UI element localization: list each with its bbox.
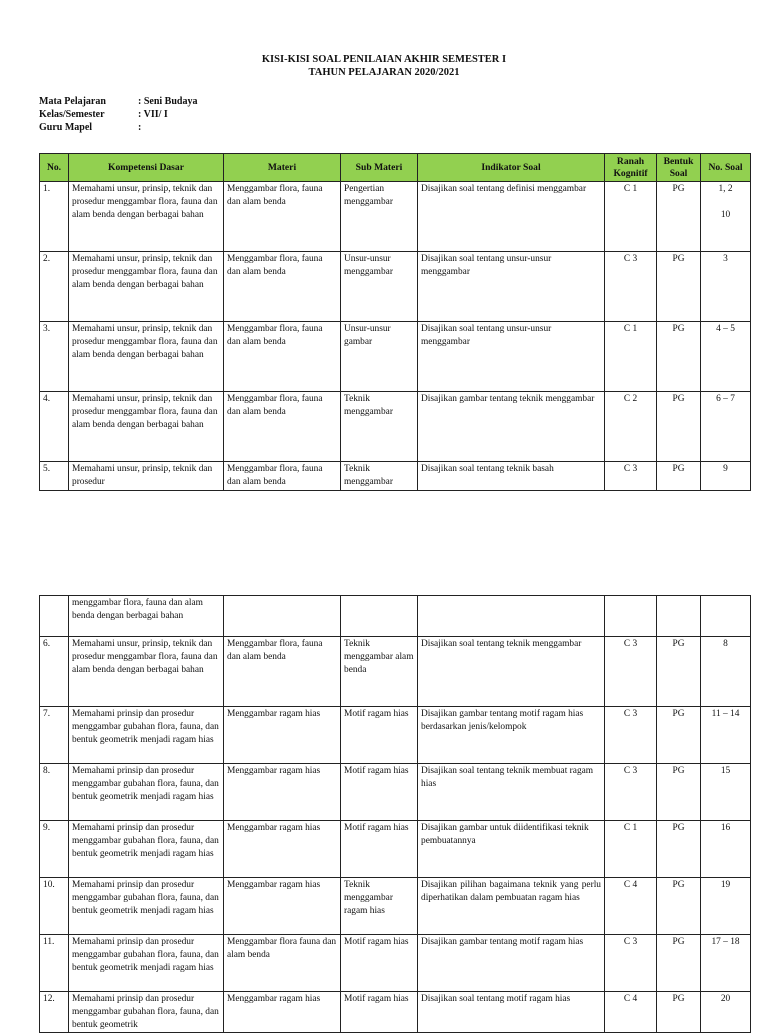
cell-ranah: C 3 — [605, 252, 657, 322]
cell-indikator: Disajikan soal tentang definisi menggambar — [418, 182, 605, 252]
cell-bentuk: PG — [657, 252, 701, 322]
cell-no-soal: 15 — [701, 764, 751, 821]
meta-row-subject — [39, 95, 197, 108]
cell-no: 2. — [40, 252, 69, 322]
meta-label: Kelas/Semester — [39, 109, 105, 120]
cell-kd: Memahami prinsip dan prosedur menggambar gubahan flora, fauna, dan bentuk geometrik menjadi ragam hias — [69, 821, 224, 878]
cell-indikator: Disajikan gambar tentang motif ragam hias berdasarkan jenis/kelompok — [418, 707, 605, 764]
cell-no: 4. — [40, 392, 69, 462]
cell-no: 1. — [40, 182, 69, 252]
cell-no: 10. — [40, 878, 69, 935]
cell-no: 6. — [40, 637, 69, 707]
cell-indikator: Disajikan gambar untuk diidentifikasi teknik pembuatannya — [418, 821, 605, 878]
cell-no-soal: 8 — [701, 637, 751, 707]
cell-no-soal: 9 — [701, 462, 751, 491]
cell-no: 9. — [40, 821, 69, 878]
cell-bentuk: PG — [657, 707, 701, 764]
table-row — [40, 764, 751, 821]
cell-materi: Menggambar ragam hias — [224, 764, 341, 821]
cell-bentuk — [657, 596, 701, 637]
cell-sub: Teknik menggambar — [341, 462, 418, 491]
cell-no-soal: 19 — [701, 878, 751, 935]
cell-bentuk: PG — [657, 462, 701, 491]
cell-kd: Memahami unsur, prinsip, teknik dan prosedur menggambar flora, fauna dan alam benda dengan berbagai bahan — [69, 252, 224, 322]
cell-bentuk: PG — [657, 182, 701, 252]
cell-bentuk: PG — [657, 764, 701, 821]
cell-indikator: Disajikan soal tentang unsur-unsur menggambar — [418, 252, 605, 322]
cell-ranah: C 3 — [605, 935, 657, 992]
cell-ranah: C 4 — [605, 992, 657, 1033]
header-ranah: Ranah Kognitif — [605, 154, 657, 182]
cell-ranah — [605, 596, 657, 637]
cell-ranah: C 3 — [605, 462, 657, 491]
cell-indikator: Disajikan soal tentang teknik basah — [418, 462, 605, 491]
cell-sub: Motif ragam hias — [341, 707, 418, 764]
cell-no — [40, 596, 69, 637]
cell-indikator: Disajikan soal tentang motif ragam hias — [418, 992, 605, 1033]
cell-materi: Menggambar ragam hias — [224, 821, 341, 878]
cell-ranah: C 3 — [605, 637, 657, 707]
cell-sub: Unsur-unsur menggambar — [341, 252, 418, 322]
meta-row-teacher — [39, 121, 197, 134]
grid-table-page1 — [39, 153, 751, 491]
meta-row-class — [39, 108, 197, 121]
cell-no-soal — [701, 596, 751, 637]
cell-kd: Memahami prinsip dan prosedur menggambar gubahan flora, fauna, dan bentuk geometrik menjadi ragam hias — [69, 707, 224, 764]
cell-sub: Teknik menggambar — [341, 392, 418, 462]
cell-kd: Memahami unsur, prinsip, teknik dan prosedur menggambar flora, fauna dan alam benda dengan berbagai bahan — [69, 637, 224, 707]
cell-indikator: Disajikan soal tentang teknik membuat ragam hias — [418, 764, 605, 821]
table-row — [40, 707, 751, 764]
cell-kd: Memahami unsur, prinsip, teknik dan prosedur menggambar flora, fauna dan alam benda dengan berbagai bahan — [69, 322, 224, 392]
document-meta — [39, 95, 197, 134]
cell-no-soal: 20 — [701, 992, 751, 1033]
cell-kd: Memahami unsur, prinsip, teknik dan prosedur — [69, 462, 224, 491]
cell-materi: Menggambar flora, fauna dan alam benda — [224, 252, 341, 322]
cell-materi: Menggambar flora, fauna dan alam benda — [224, 637, 341, 707]
table-row — [40, 821, 751, 878]
cell-indikator: Disajikan pilihan bagaimana teknik yang perlu diperhatikan dalam pembuatan ragam hias — [418, 878, 605, 935]
cell-no: 12. — [40, 992, 69, 1033]
cell-ranah: C 4 — [605, 878, 657, 935]
header-no: No. — [40, 154, 69, 182]
cell-materi: Menggambar ragam hias — [224, 707, 341, 764]
grid-table-page2 — [39, 595, 751, 1033]
cell-materi — [224, 596, 341, 637]
meta-label: Guru Mapel — [39, 122, 93, 133]
header-sub-materi: Sub Materi — [341, 154, 418, 182]
meta-value: : Seni Budaya — [138, 96, 198, 107]
cell-bentuk: PG — [657, 322, 701, 392]
no-soal-value-2: 10 — [720, 210, 731, 220]
cell-ranah: C 1 — [605, 322, 657, 392]
cell-materi: Menggambar flora, fauna dan alam benda — [224, 182, 341, 252]
cell-no: 5. — [40, 462, 69, 491]
cell-no-soal: 4 – 5 — [701, 322, 751, 392]
header-kompetensi: Kompetensi Dasar — [69, 154, 224, 182]
cell-materi: Menggambar flora, fauna dan alam benda — [224, 322, 341, 392]
table-row — [40, 252, 751, 322]
header-no-soal: No. Soal — [701, 154, 751, 182]
cell-sub: Motif ragam hias — [341, 764, 418, 821]
cell-kd: Memahami prinsip dan prosedur menggambar gubahan flora, fauna, dan bentuk geometrik — [69, 992, 224, 1033]
document-subtitle: TAHUN PELAJARAN 2020/2021 — [308, 67, 460, 78]
header-materi: Materi — [224, 154, 341, 182]
cell-materi: Menggambar flora fauna dan alam benda — [224, 935, 341, 992]
cell-sub: Teknik menggambar ragam hias — [341, 878, 418, 935]
meta-value: : VII/ I — [138, 109, 168, 120]
cell-bentuk: PG — [657, 392, 701, 462]
cell-materi: Menggambar flora, fauna dan alam benda — [224, 462, 341, 491]
cell-sub: Motif ragam hias — [341, 821, 418, 878]
cell-no: 11. — [40, 935, 69, 992]
cell-materi: Menggambar ragam hias — [224, 878, 341, 935]
header-bentuk: Bentuk Soal — [657, 154, 701, 182]
cell-indikator: Disajikan soal tentang unsur-unsur menggambar — [418, 322, 605, 392]
cell-ranah: C 2 — [605, 392, 657, 462]
cell-indikator — [418, 596, 605, 637]
cell-sub — [341, 596, 418, 637]
cell-ranah: C 3 — [605, 707, 657, 764]
cell-no: 3. — [40, 322, 69, 392]
cell-kd: Memahami unsur, prinsip, teknik dan prosedur menggambar flora, fauna dan alam benda dengan berbagai bahan — [69, 182, 224, 252]
table-header-row — [40, 154, 751, 182]
table-row — [40, 935, 751, 992]
cell-sub: Teknik menggambar alam benda — [341, 637, 418, 707]
table-row — [40, 878, 751, 935]
cell-sub: Motif ragam hias — [341, 935, 418, 992]
cell-materi: Menggambar ragam hias — [224, 992, 341, 1033]
cell-kd: Memahami prinsip dan prosedur menggambar gubahan flora, fauna, dan bentuk geometrik menjadi ragam hias — [69, 935, 224, 992]
cell-kd: menggambar flora, fauna dan alam benda dengan berbagai bahan — [69, 596, 224, 637]
cell-kd: Memahami prinsip dan prosedur menggambar gubahan flora, fauna, dan bentuk geometrik menjadi ragam hias — [69, 764, 224, 821]
table-row — [40, 637, 751, 707]
table-row — [40, 992, 751, 1033]
table-row — [40, 462, 751, 491]
cell-no: 8. — [40, 764, 69, 821]
no-soal-value: 1, 2 — [718, 184, 733, 194]
cell-sub: Motif ragam hias — [341, 992, 418, 1033]
cell-bentuk: PG — [657, 637, 701, 707]
cell-no-soal: 17 – 18 — [701, 935, 751, 992]
cell-no-soal: 3 — [701, 252, 751, 322]
cell-no-soal — [701, 182, 751, 252]
cell-bentuk: PG — [657, 878, 701, 935]
cell-sub: Unsur-unsur gambar — [341, 322, 418, 392]
meta-value: : — [138, 122, 142, 133]
cell-no-soal: 16 — [701, 821, 751, 878]
cell-ranah: C 1 — [605, 182, 657, 252]
document-title: KISI-KISI SOAL PENILAIAN AKHIR SEMESTER I — [261, 54, 507, 65]
cell-bentuk: PG — [657, 821, 701, 878]
table-row — [40, 596, 751, 637]
cell-sub: Pengertian menggambar — [341, 182, 418, 252]
cell-indikator: Disajikan gambar tentang motif ragam hias — [418, 935, 605, 992]
cell-no-soal: 6 – 7 — [701, 392, 751, 462]
table-row — [40, 182, 751, 252]
cell-bentuk: PG — [657, 992, 701, 1033]
table-row — [40, 322, 751, 392]
cell-kd: Memahami unsur, prinsip, teknik dan prosedur menggambar flora, fauna dan alam benda dengan berbagai bahan — [69, 392, 224, 462]
cell-ranah: C 3 — [605, 764, 657, 821]
cell-bentuk: PG — [657, 935, 701, 992]
meta-label: Mata Pelajaran — [39, 96, 106, 107]
cell-materi: Menggambar flora, fauna dan alam benda — [224, 392, 341, 462]
cell-kd: Memahami prinsip dan prosedur menggambar gubahan flora, fauna, dan bentuk geometrik menjadi ragam hias — [69, 878, 224, 935]
cell-indikator: Disajikan soal tentang teknik menggambar — [418, 637, 605, 707]
table-row — [40, 392, 751, 462]
cell-no: 7. — [40, 707, 69, 764]
cell-ranah: C 1 — [605, 821, 657, 878]
cell-no-soal: 11 – 14 — [701, 707, 751, 764]
cell-indikator: Disajikan gambar tentang teknik menggambar — [418, 392, 605, 462]
header-indikator: Indikator Soal — [418, 154, 605, 182]
